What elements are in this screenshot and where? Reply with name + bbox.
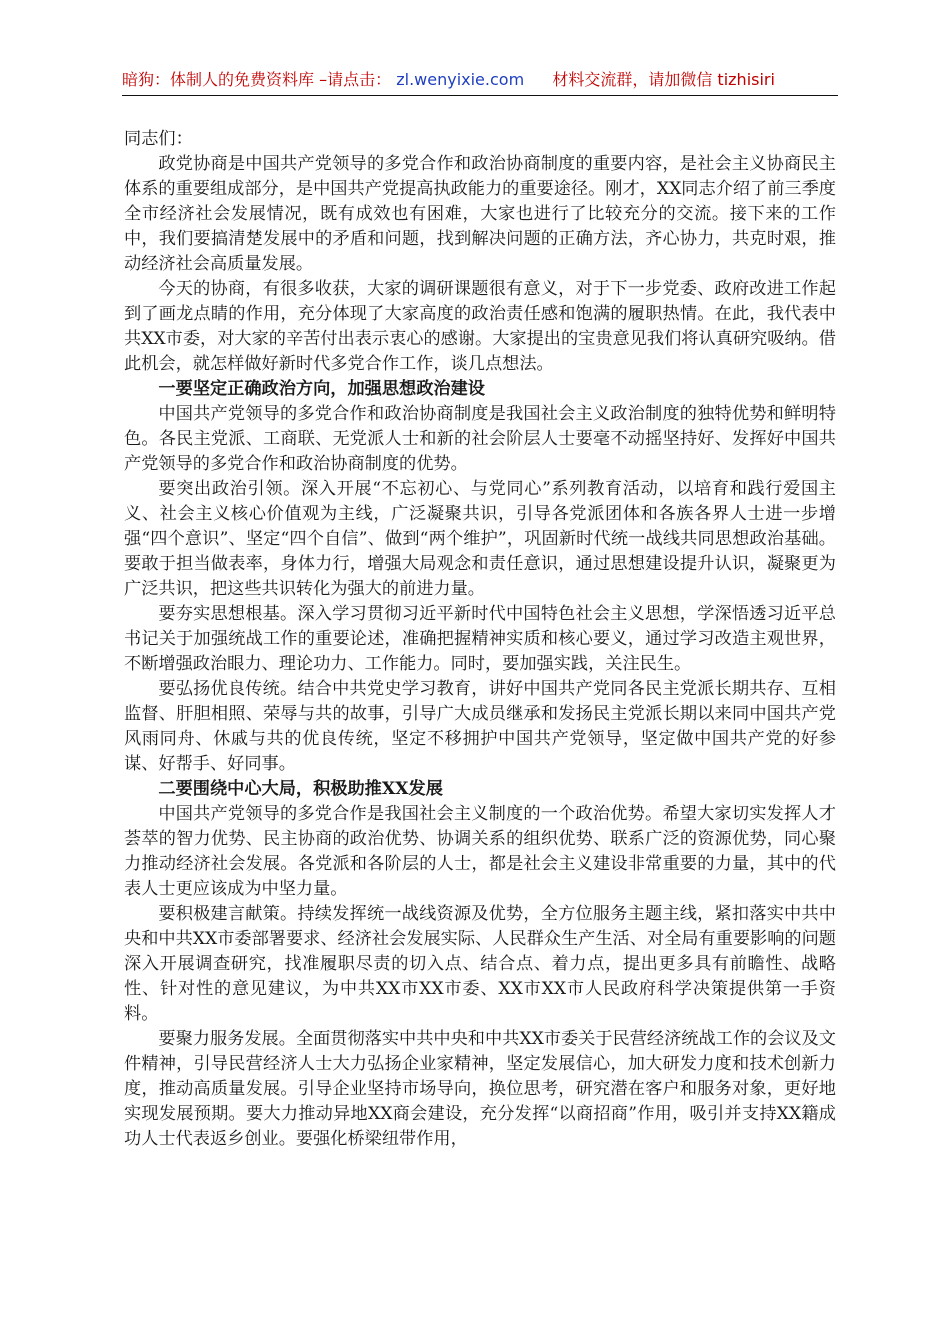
page-header xyxy=(122,68,838,92)
section-heading: 二要围绕中心大局，积极助推XX发展 xyxy=(158,779,443,799)
paragraph: 要弘扬优良传统。结合中共党史学习教育，讲好中国共产党同各民主党派长期共存、互相监督、肝胆相照、荣辱与共的故事，引导广大成员继承和发扬民主党派长期以来同中国共产党风雨同舟、休戚与共的优良传统，坚定不移拥护中国共产党领导，坚定做中国共产党的好参谋、好帮手、好同事。 xyxy=(124,679,836,774)
document-body xyxy=(124,127,836,1152)
paragraph: 中国共产党领导的多党合作和政治协商制度是我国社会主义政治制度的独特优势和鲜明特色。各民主党派、工商联、无党派人士和新的社会阶层人士要毫不动摇坚持好、发挥好中国共产党领导的多党合作和政治协商制度的优势。 xyxy=(124,404,836,474)
header-divider xyxy=(122,95,838,96)
contact-note: 材料交流群，请加微信 tizhisiri xyxy=(552,70,775,89)
paragraph: 要积极建言献策。持续发挥统一战线资源及优势，全方位服务主题主线，紧扣落实中共中央和中共XX市委部署要求、经济社会发展实际、人民群众生产生活、对全局有重要影响的问题深入开展调查研究，找准履职尽责的切入点、结合点、着力点，提出更多具有前瞻性、战略性、针对性的意见建议，为中共XX市XX市委、XX市XX市人民政府科学决策提供第一手资料。 xyxy=(124,904,836,1024)
paragraph: 要聚力服务发展。全面贯彻落实中共中央和中共XX市委关于民营经济统战工作的会议及文件精神，引导民营经济人士大力弘扬企业家精神，坚定发展信心，加大研发力度和技术创新力度，推动高质量发展。引导企业坚持市场导向，换位思考，研究潜在客户和服务对象，更好地实现发展预期。要大力推动异地XX商会建设，充分发挥“以商招商”作用，吸引并支持XX籍成功人士代表返乡创业。要强化桥梁纽带作用， xyxy=(124,1029,836,1149)
click-prompt: –请点击： xyxy=(319,70,392,89)
paragraph: 要突出政治引领。深入开展“不忘初心、与党同心”系列教育活动，以培育和践行爱国主义、社会主义核心价值观为主线，广泛凝聚共识，引导各党派团体和各族各界人士进一步增强“四个意识”、坚定“四个自信”、做到“两个维护”，巩固新时代统一战线共同思想政治基础。要敢于担当做表率，身体力行，增强大局观念和责任意识，通过思想建设提升认识，凝聚更为广泛共识，把这些共识转化为强大的前进力量。 xyxy=(124,479,836,599)
paragraph: 政党协商是中国共产党领导的多党合作和政治协商制度的重要内容，是社会主义协商民主体系的重要组成部分，是中国共产党提高执政能力的重要途径。刚才，XX同志介绍了前三季度全市经济社会发展情况，既有成效也有困难，大家也进行了比较充分的交流。接下来的工作中，我们要搞清楚发展中的矛盾和问题，找到解决问题的正确方法，齐心协力，共克时艰，推动经济社会高质量发展。 xyxy=(124,154,836,274)
greeting: 同志们： xyxy=(124,129,193,149)
site-name: 暗狗：体制人的免费资料库 xyxy=(122,70,315,89)
section-heading: 一要坚定正确政治方向，加强思想政治建设 xyxy=(158,379,485,399)
paragraph: 今天的协商，有很多收获，大家的调研课题很有意义，对于下一步党委、政府改进工作起到了画龙点睛的作用，充分体现了大家高度的政治责任感和饱满的履职热情。在此，我代表中共XX市委，对大家的辛苦付出表示衷心的感谢。大家提出的宝贵意见我们将认真研究吸纳。借此机会，就怎样做好新时代多党合作工作，谈几点想法。 xyxy=(124,279,836,374)
paragraph: 要夯实思想根基。深入学习贯彻习近平新时代中国特色社会主义思想，学深悟透习近平总书记关于加强统战工作的重要论述，准确把握精神实质和核心要义，通过学习改造主观世界，不断增强政治眼力、理论功力、工作能力。同时，要加强实践，关注民生。 xyxy=(124,604,836,674)
site-url-link[interactable]: zl.wenyixie.com xyxy=(396,70,525,89)
paragraph: 中国共产党领导的多党合作是我国社会主义制度的一个政治优势。希望大家切实发挥人才荟萃的智力优势、民主协商的政治优势、协调关系的组织优势、联系广泛的资源优势，同心聚力推动经济社会发展。各党派和各阶层的人士，都是社会主义建设非常重要的力量，其中的代表人士更应该成为中坚力量。 xyxy=(124,804,836,899)
